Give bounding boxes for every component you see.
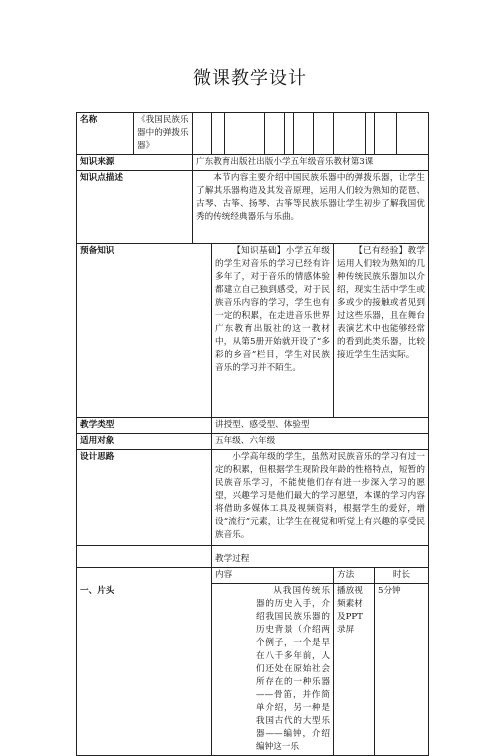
name-value: 《我国民族乐器中的弹拨乐器》: [134, 113, 193, 155]
design-value: 小学高年级的学生，虽然对民族音乐的学习有过一定的积累，但根据学生现阶段年龄的性格特点，短暂的民族音乐学习，不能使他们存有进一步深入学习的愿望，兴趣学习是他们最大的学习愿望，本课的学习内容将借助多媒体工具及视频资料，根据学生的爱好，增设“流行”元素，让学生在视觉和听觉上有兴趣的享受民族音乐。: [212, 450, 429, 546]
type-label: 教学类型: [77, 418, 212, 434]
point-value: 本节内容主要介绍中国民族乐器中的弹拨乐器，让学生了解其乐器构造及其发音原理，运用人们较为熟知的琵琶、古琴、古筝、扬琴、古筝等民族乐器让学生初步了解我国优秀的传统经典器乐与乐曲。: [193, 171, 429, 244]
process-label: 教学过程: [212, 546, 429, 568]
row-prep: [77, 244, 429, 418]
prep-label: 预备知识: [77, 244, 212, 418]
name-label: 名称: [77, 113, 134, 155]
opening-method: 播放视频素材及PPT录屏: [334, 584, 375, 756]
target-value: 五年级、六年级: [212, 434, 429, 450]
row-opening: [77, 584, 429, 756]
row-source: [77, 155, 429, 171]
row-design: [77, 450, 429, 546]
row-process-header: [77, 568, 429, 584]
row-point: [77, 171, 429, 244]
prep-experience: 【已有经验】教学运用人们较为熟知的几种传统民族乐器加以介绍，现实生活中学生或多或少的接触或者见到过这些乐器，且在舞台表演艺术中也能够经常的看到此类乐器，比较接近学生生活实际。: [334, 244, 429, 418]
prep-basis: 【知识基础】小学五年级的学生对音乐的学习已经有许多年了，对于音乐的情感体验都建立自己独到感受，对于民族音乐内容的学习，学生也有一定的积累，在走进音乐世界广东教育出版社的这一教材中，从第5册开始就开设了“多彩的乡音”栏目，学生对民族音乐的学习并不陌生。: [212, 244, 334, 418]
col-time-header: 时长: [375, 568, 429, 584]
opening-label: 一、片头: [77, 584, 212, 756]
source-value: 广东教育出版社出版小学五年级音乐教材第3课: [193, 155, 429, 171]
row-process: [77, 546, 429, 568]
target-label: 适用对象: [77, 434, 212, 450]
type-value: 讲授型、感受型、体验型: [212, 418, 429, 434]
point-label: 知识点描述: [77, 171, 193, 244]
source-label: 知识来源: [77, 155, 193, 171]
row-type: [77, 418, 429, 434]
document-title: 微课教学设计: [193, 68, 307, 89]
col-content-header: 内容: [212, 568, 334, 584]
row-target: [77, 434, 429, 450]
opening-time: 5分钟: [375, 584, 429, 756]
lesson-design-table: [76, 112, 429, 756]
col-method-header: 方法: [334, 568, 375, 584]
row-name: [77, 113, 429, 155]
design-label: 设计思路: [77, 450, 212, 546]
opening-content: 从我国传统乐器的历史入手，介绍我国民族乐器的历史背景（介绍两个例子，一个是早在八千多年前，人们还处在原始社会所存在的一种乐器——骨笛，并作简单介绍，另一种是我国古代的大型乐器——编钟，介绍编钟这一乐: [256, 586, 330, 752]
